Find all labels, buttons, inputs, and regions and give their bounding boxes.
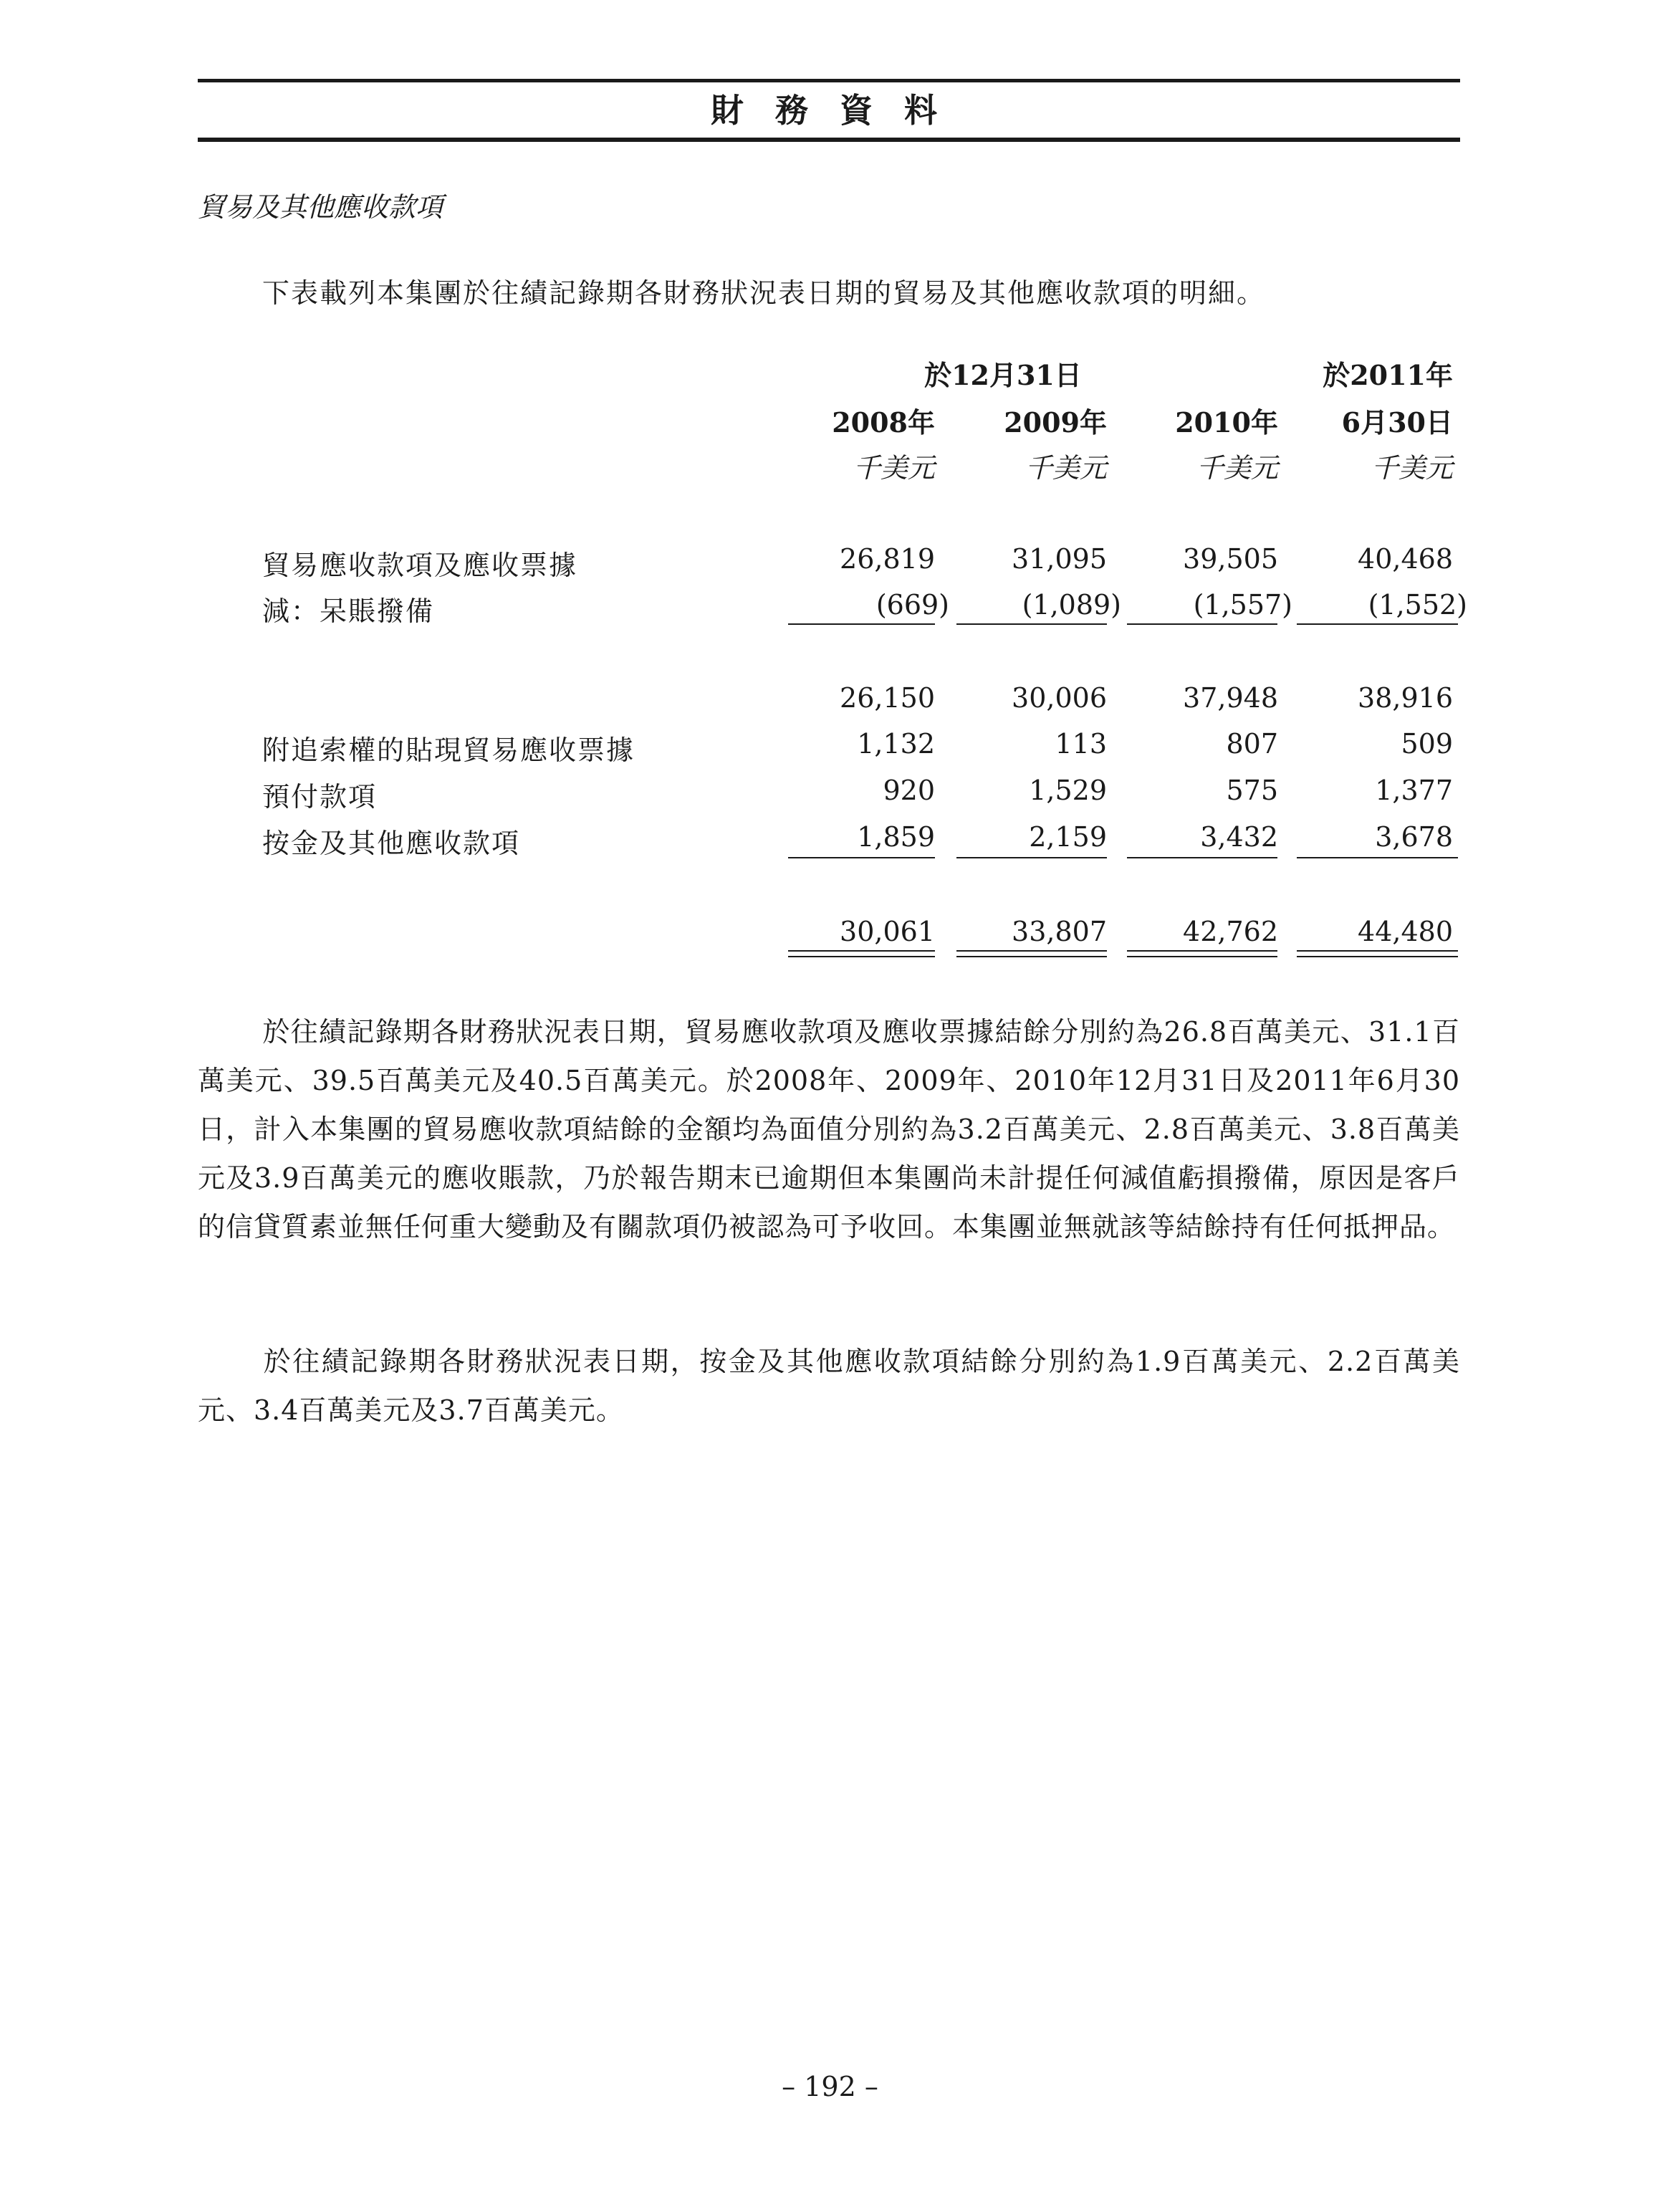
- total-underline: [788, 950, 935, 952]
- table-cell: 26,150: [840, 682, 935, 714]
- row-label-trade-receivables: 貿易應收款項及應收票據: [262, 550, 578, 581]
- table-cell: 42,762: [1183, 916, 1278, 947]
- table-cell: (1,552): [1368, 589, 1467, 621]
- header-bottom-rule: [198, 138, 1460, 142]
- intro-text: 下表載列本集團於往績記錄期各財務狀況表日期的貿易及其他應收款項的明細。: [262, 277, 1266, 309]
- row-label-prepayments: 預付款項: [262, 781, 378, 813]
- row-label-discounted-bills: 附追索權的貼現貿易應收票據: [262, 734, 635, 766]
- table-cell: 3,678: [1375, 821, 1453, 853]
- underline: [1127, 623, 1277, 625]
- table-cell: 3,432: [1200, 821, 1278, 853]
- underline: [1297, 857, 1458, 858]
- table-cell: 37,948: [1183, 682, 1278, 714]
- group-header-dec: 於12月31日: [924, 359, 1082, 391]
- table-cell: 1,529: [1029, 775, 1107, 806]
- table-cell: 1,859: [857, 821, 935, 853]
- table-cell: 33,807: [1012, 916, 1107, 947]
- body-paragraph-2: [198, 1337, 1460, 1435]
- column-header-2009: 2009年: [1004, 406, 1107, 439]
- group-header-jun: 於2011年: [1323, 359, 1453, 391]
- total-underline: [1297, 950, 1458, 952]
- column-header-2008: 2008年: [832, 406, 935, 439]
- underline: [788, 857, 935, 858]
- table-cell: (1,089): [1022, 589, 1121, 621]
- table-cell: 575: [1226, 775, 1278, 806]
- table-cell: (1,557): [1193, 589, 1292, 621]
- underline: [1127, 857, 1277, 858]
- table-cell: 39,505: [1183, 543, 1278, 575]
- table-cell: 2,159: [1029, 821, 1107, 853]
- column-header-2010: 2010年: [1175, 406, 1278, 439]
- column-header-jun-2011: 6月30日: [1341, 406, 1453, 439]
- table-cell: 30,006: [1012, 682, 1107, 714]
- underline: [956, 857, 1107, 858]
- total-double-underline: [788, 956, 935, 957]
- row-label-deposits: 按金及其他應收款項: [262, 828, 521, 859]
- section-heading: 貿易及其他應收款項: [198, 191, 443, 223]
- body-paragraph-1: [198, 1007, 1460, 1251]
- unit-label-2010: 千美元: [1196, 452, 1278, 484]
- unit-label-jun-2011: 千美元: [1371, 452, 1453, 484]
- table-cell: 31,095: [1012, 543, 1107, 575]
- underline: [1297, 623, 1458, 625]
- total-double-underline: [1127, 956, 1277, 957]
- table-cell: 509: [1401, 728, 1453, 760]
- total-underline: [1127, 950, 1277, 952]
- table-cell: 44,480: [1358, 916, 1453, 947]
- total-underline: [956, 950, 1107, 952]
- underline: [788, 623, 935, 625]
- table-cell: 807: [1226, 728, 1278, 760]
- total-double-underline: [1297, 956, 1458, 957]
- table-cell: 40,468: [1358, 543, 1453, 575]
- total-double-underline: [956, 956, 1107, 957]
- table-cell: 920: [883, 775, 935, 806]
- table-cell: 38,916: [1358, 682, 1453, 714]
- underline: [956, 623, 1107, 625]
- paragraph-text: 於往績記錄期各財務狀況表日期，按金及其他應收款項結餘分別約為1.9百萬美元、2.2百萬美元、3.4百萬美元及3.7百萬美元。: [198, 1346, 1460, 1426]
- table-cell: 1,132: [857, 728, 935, 760]
- unit-label-2009: 千美元: [1025, 452, 1107, 484]
- header-top-rule: [198, 79, 1460, 82]
- page-header-title: 財 務 資 料: [710, 91, 948, 130]
- table-cell: 30,061: [840, 916, 935, 947]
- table-cell: 26,819: [840, 543, 935, 575]
- table-cell: 1,377: [1375, 775, 1453, 806]
- paragraph-text: 於往績記錄期各財務狀況表日期，貿易應收款項及應收票據結餘分別約為26.8百萬美元、31.1百萬美元、39.5百萬美元及40.5百萬美元。於2008年、2009年、2010年12月31日及2011年6月30日，計入本集團的貿易應收款項結餘的金額均為面值分別約為3.2百萬美元、2.8百萬美元、3.8百萬美元及3.9百萬美元的應收賬款，乃於報告期末已逾期但本集團尚未計提任何減值虧損撥備，原因是客戶的信貸質素並無任何重大變動及有關款項仍被認為可予收回。本集團並無就該等結餘持有任何抵押品。: [198, 1016, 1460, 1243]
- row-label-allowance: 減：呆賬撥備: [262, 595, 435, 627]
- page-number: – 192 –: [782, 2071, 878, 2102]
- table-cell: (669): [875, 589, 949, 621]
- table-cell: 113: [1055, 728, 1107, 760]
- unit-label-2008: 千美元: [853, 452, 935, 484]
